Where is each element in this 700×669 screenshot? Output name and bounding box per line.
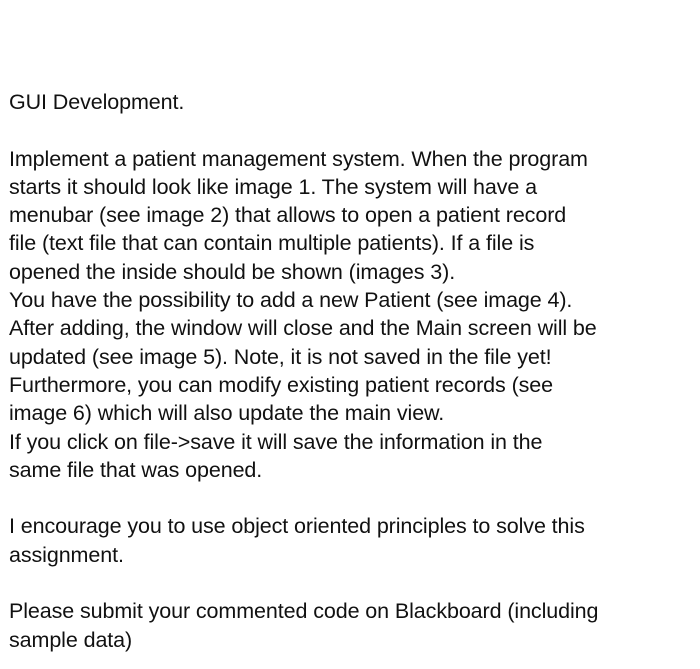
text-line: file (text file that can contain multiple patients). If a file is xyxy=(9,231,535,256)
paragraph-oop-note xyxy=(9,512,697,569)
text-line: assignment. xyxy=(9,542,124,567)
assignment-document xyxy=(9,88,697,654)
text-line: After adding, the window will close and the Main screen will be xyxy=(9,316,597,341)
paragraph-spacer xyxy=(9,116,697,144)
text-line: opened the inside should be shown (images 3). xyxy=(9,259,456,284)
text-line: sample data) xyxy=(9,627,133,652)
paragraph-spacer xyxy=(9,484,697,512)
paragraph-spacer xyxy=(9,569,697,597)
text-line: You have the possibility to add a new Patient (see image 4). xyxy=(9,288,573,313)
text-line: image 6) which will also update the main view. xyxy=(9,401,445,426)
text-line: menubar (see image 2) that allows to open a patient record xyxy=(9,203,567,228)
document-title: GUI Development. xyxy=(9,90,185,114)
text-line: If you click on file->save it will save the information in the xyxy=(9,429,543,454)
paragraph-instructions xyxy=(9,145,697,485)
text-line: same file that was opened. xyxy=(9,457,263,482)
text-line: Please submit your commented code on Blackboard (including xyxy=(9,599,599,624)
text-line: Implement a patient management system. When the program xyxy=(9,146,588,171)
text-line: Furthermore, you can modify existing patient records (see xyxy=(9,372,553,397)
text-line: updated (see image 5). Note, it is not saved in the file yet! xyxy=(9,344,552,369)
text-line: I encourage you to use object oriented principles to solve this xyxy=(9,514,585,539)
paragraph-submission xyxy=(9,597,697,654)
text-line: starts it should look like image 1. The system will have a xyxy=(9,174,537,199)
